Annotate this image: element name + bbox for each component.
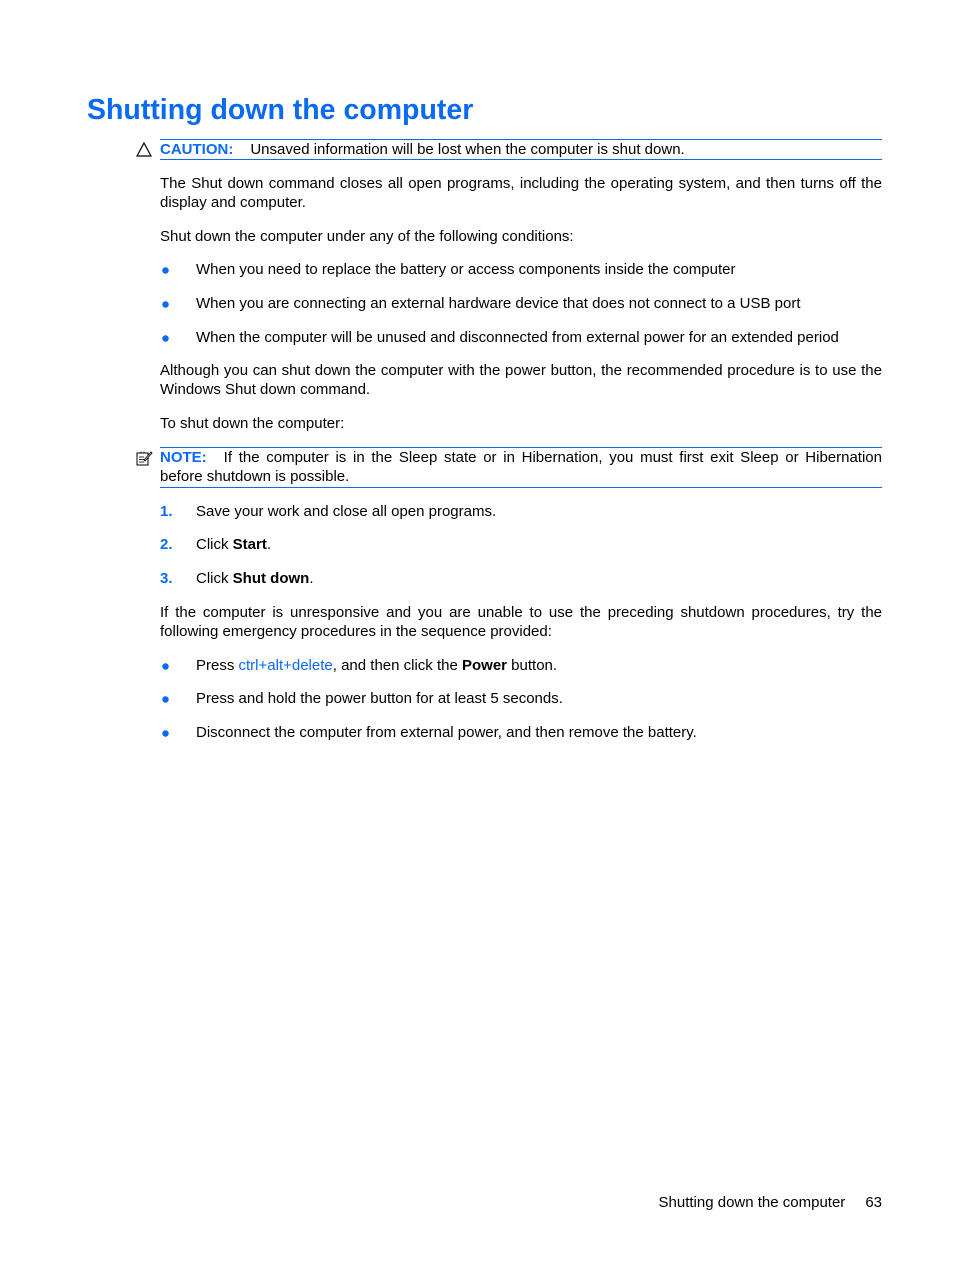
emergency-item	[196, 656, 882, 675]
bullet-marker	[162, 335, 168, 341]
page-footer	[659, 1193, 882, 1212]
note-label: NOTE:	[160, 449, 207, 466]
step-number: 2.	[160, 536, 173, 553]
footer-section-title: Shutting down the computer	[658, 1194, 846, 1211]
step-2-bold: Start	[232, 536, 267, 553]
step-2-prefix: Click	[196, 536, 233, 553]
emergency-item-1-bold: Power	[462, 657, 508, 674]
page-title: Shutting down the computer	[87, 94, 474, 126]
note-bottom-rule	[160, 487, 882, 488]
condition-item: When you are connecting an external hardware device that does not connect to a USB port	[196, 295, 801, 312]
step-text	[196, 502, 882, 521]
note-pencil-icon	[135, 449, 153, 467]
step-number: 1.	[160, 503, 173, 520]
emergency-item-1-middle: , and then click the	[332, 657, 462, 674]
caution-text: Unsaved information will be lost when the computer is shut down.	[250, 141, 685, 158]
step-2-suffix: .	[266, 536, 272, 553]
caution-callout	[160, 140, 882, 159]
caution-label: CAUTION:	[160, 141, 234, 158]
emergency-item-1-suffix: button.	[507, 657, 558, 674]
step-3-suffix: .	[309, 570, 314, 587]
bullet-marker	[162, 696, 168, 702]
page-number: 63	[865, 1194, 882, 1211]
bullet-marker	[162, 663, 168, 669]
emergency-item: Disconnect the computer from external power, and then remove the battery.	[196, 724, 697, 741]
emergency-item-1-prefix: Press	[196, 657, 239, 674]
bullet-marker	[162, 267, 168, 273]
note-text: If the computer is in the Sleep state or in Hibernation, you must first exit Sleep or Hibernation before shutdown is possible.	[160, 449, 882, 485]
step-3-prefix: Click	[196, 570, 233, 587]
condition-item: When the computer will be unused and disconnected from external power for an extended period	[196, 329, 839, 346]
step-text	[196, 569, 882, 588]
power-button-paragraph: Although you can shut down the computer with the power button, the recommended procedure is to use the Windows Shut down command.	[160, 362, 882, 398]
warning-triangle-icon	[135, 141, 153, 159]
to-shut-down-paragraph: To shut down the computer:	[160, 415, 345, 432]
ctrl-alt-delete-keys: ctrl+alt+delete	[238, 657, 333, 674]
bullet-marker	[162, 730, 168, 736]
intro-paragraph: The Shut down command closes all open programs, including the operating system, and then turns off the display and computer.	[160, 175, 882, 211]
condition-item: When you need to replace the battery or access components inside the computer	[196, 261, 736, 278]
step-number: 3.	[160, 570, 173, 587]
note-callout	[160, 448, 882, 486]
caution-bottom-rule	[160, 159, 882, 160]
conditions-intro: Shut down the computer under any of the following conditions:	[160, 228, 574, 245]
step-text	[196, 535, 882, 554]
unresponsive-paragraph: If the computer is unresponsive and you are unable to use the preceding shutdown procedures, try the following emergency procedures in the sequence provided:	[160, 604, 882, 640]
step-1-text: Save your work and close all open programs.	[196, 503, 497, 520]
emergency-item: Press and hold the power button for at least 5 seconds.	[196, 690, 563, 707]
step-3-bold: Shut down	[232, 570, 310, 587]
bullet-marker	[162, 301, 168, 307]
